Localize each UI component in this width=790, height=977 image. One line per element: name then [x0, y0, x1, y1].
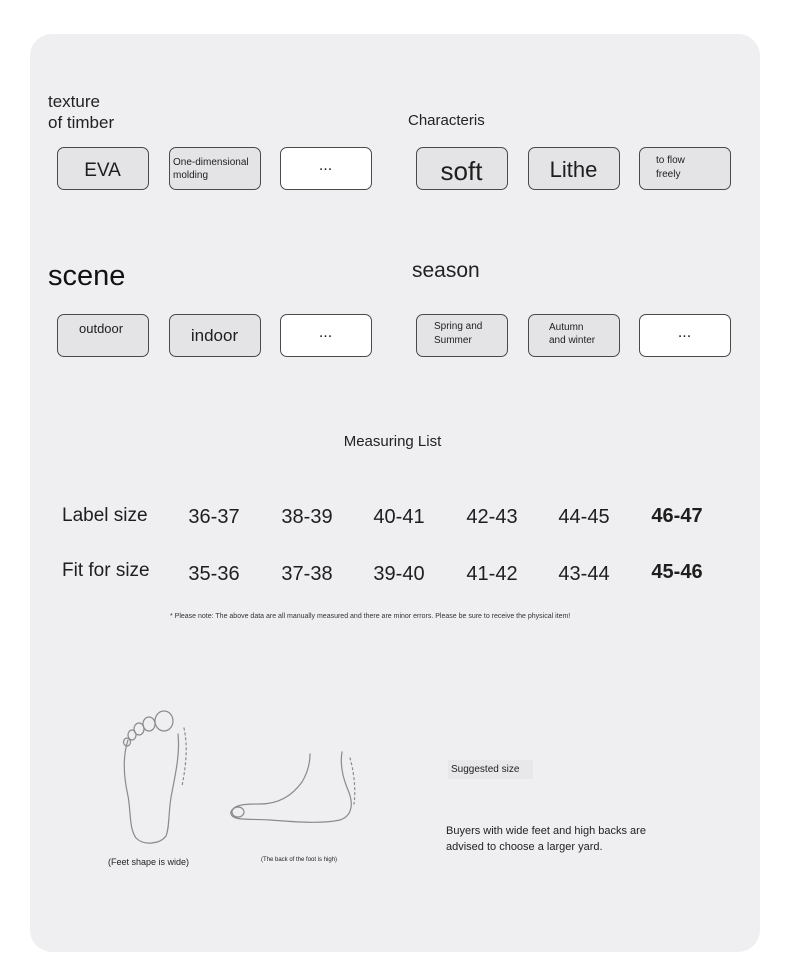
wide-feet-caption: (Feet shape is wide): [108, 857, 190, 867]
scene-option-outdoor: outdoor: [57, 314, 149, 357]
label-size-cell: 46-47: [651, 505, 703, 527]
measurement-note: * Please note: The above data are all manually measured and there are minor errors. Please be sure to receive the physical item!: [170, 613, 571, 620]
measuring-list-title: Measuring List: [343, 433, 442, 450]
texture-option-molding: One-dimensional molding: [169, 147, 261, 190]
texture-option-more: ...: [280, 147, 372, 190]
characteristics-heading: Characteris: [408, 112, 485, 129]
characteristic-option-soft: soft: [416, 147, 508, 190]
fit-size-cell: 35-36: [188, 563, 240, 585]
fit-size-title: Fit for size: [62, 560, 150, 581]
texture-option-eva: EVA: [57, 147, 149, 190]
scene-option-more: ...: [280, 314, 372, 357]
wide-foot-icon: [114, 706, 194, 846]
fit-size-cell: 41-42: [466, 563, 518, 585]
label-size-cell: 44-45: [558, 506, 610, 528]
season-heading: season: [412, 259, 480, 282]
characteristic-option-flow: to flow freely: [639, 147, 731, 190]
label-size-cell: 40-41: [373, 506, 425, 528]
content-card: [30, 34, 760, 952]
scene-heading: scene: [48, 260, 126, 292]
label-size-cell: 36-37: [188, 506, 240, 528]
label-size-cell: 38-39: [281, 506, 333, 528]
season-option-more: ...: [639, 314, 731, 357]
fit-size-cell: 43-44: [558, 563, 610, 585]
label-size-cell: 42-43: [466, 506, 518, 528]
season-option-autumn-winter: Autumn and winter: [528, 314, 620, 357]
fit-size-cell: 45-46: [651, 561, 703, 583]
suggested-size-title: Suggested size: [448, 760, 533, 779]
high-back-caption: (The back of the foot is high): [261, 857, 338, 863]
characteristic-option-lithe: Lithe: [528, 147, 620, 190]
scene-option-indoor: indoor: [169, 314, 261, 357]
fit-size-cell: 39-40: [373, 563, 425, 585]
fit-size-cell: 37-38: [281, 563, 333, 585]
high-foot-icon: [226, 750, 366, 830]
label-size-title: Label size: [62, 505, 148, 526]
size-advice: Buyers with wide feet and high backs are advised to choose a larger yard.: [446, 825, 646, 853]
texture-heading: texture of timber: [48, 92, 115, 132]
season-option-spring-summer: Spring and Summer: [416, 314, 508, 357]
